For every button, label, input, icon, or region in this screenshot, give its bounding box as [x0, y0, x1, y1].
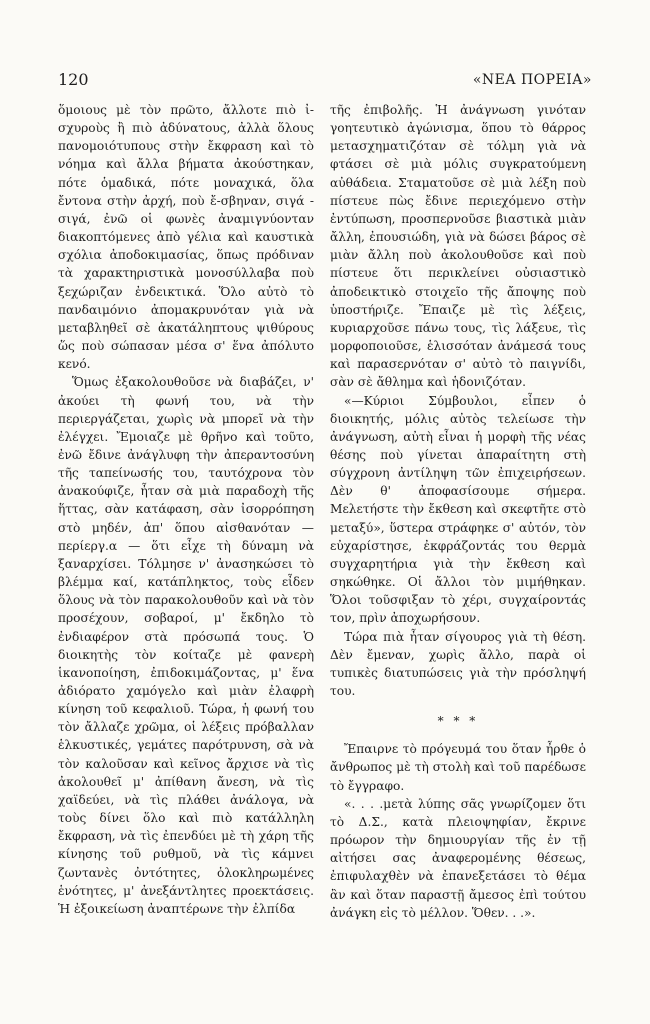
page-number: 120 — [58, 70, 89, 89]
running-head: «ΝΕΑ ΠΟΡΕΙΑ» — [472, 72, 592, 88]
paragraph: Ἔπαιρνε τὸ πρόγευμά του ὅταν ἦρθε ὁ ἄνθρωπος μὲ τὴ στολὴ καὶ τοῦ παρέδωσε τὸ ἔγγραφο. — [330, 742, 586, 793]
section-separator: * * * — [437, 714, 479, 729]
paragraph: ὅμοιους μὲ τὸν πρῶτο, ἄλλοτε πιὸ ἰ-σχυροὺς ἢ πιὸ ἀδύνατους, ἀλλὰ ὅλους πανομοιότυπους στὴν ἔκφραση καὶ τὸ νόημα καὶ ἄλλα βήματα ἀκούστηκαν, πότε ὁμαδικά, πότε μοναχικά, ὅλα ἔντονα στὴν ἀρχή, ποὺ ἔ-σβηναν, σιγά - σιγά, ἐνῶ οἱ φωνὲς ἀναμιγνύονταν διακοπτόμενες ἀπὸ γέλια καὶ καυστικὰ σχόλια ἀποδοκιμασίας, ὅπως πρόδιναν τὰ χαρακτηριστικὰ μονοσύλλαβα ποὺ ξεχώριζαν ἐνδεικτικά. Ὅλο αὐτὸ τὸ πανδαιμόνιο ἀπομακρυνόταν γιὰ νὰ μεταβληθεῖ σὲ ἀκατάληπτους ψιθύρους ὥς ποὺ σώπασαν μέσα σ' ἕνα ἀπόλυτο κενό. — [58, 103, 314, 372]
paragraph: «. . . .μετὰ λύπης σᾶς γνωρίζομεν ὅτι τὸ Δ.Σ., κατὰ πλειοψηφίαν, ἔκρινε πρόωρον τὴν δημιουργίαν τῆς ἐν τῇ αἰτήσει σας ἀναφερομένης θέσεως, ἐπιφυλαχθὲν νὰ ἐπανεξετάσει τὸ θέμα ἂν καὶ ὅταν παραστῇ ἄμεσος ἐπὶ τούτου ἀνάγκη εἰς τὸ μέλλον. Ὅθεν. . .». — [330, 796, 586, 920]
left-column — [58, 101, 314, 918]
page-header — [58, 70, 592, 94]
right-column — [330, 101, 586, 922]
paragraph: Ὅμως ἐξακολουθοῦσε νὰ διαβάζει, ν' ἀκούει τὴ φωνή του, νὰ τὴν περιεργάζεται, χωρὶς νὰ μπορεῖ νὰ τὴν ἐλέγχει. Ἔμοιαζε μὲ θρῆνο καὶ τοῦτο, ἐνῶ ἔδινε ἀνάγλυφη τὴν ἀπεραντοσύνη τῆς ταπείνωσής του, ταυτόχρονα τὸν ἀνακούφιζε, ἦταν σὰ μιὰ παραδοχὴ τῆς ἥττας, σὰν κατάφαση, σὰν ἰσορρόπηση στὸ μηδέν, ἀπ' ὅπου αἰσθανόταν — περίεργ.α — ὅτι εἶχε τὴ δύναμη νὰ ξαναρχίσει. Τόλμησε ν' ἀνασηκώσει τὸ βλέμμα καί, κατάπληκτος, τοὺς εἶδεν ὅλους νὰ τὸν παρακολουθοῦν καὶ νὰ τὸν προσέχουν, σοβαροί, μ' ἔκδηλο τὸ ἐνδιαφέρον στὰ πρόσωπά τους. Ὁ διοικητὴς τὸν κοίταζε μὲ φανερὴ ἱκανοποίηση, ἐπιδοκιμάζοντας, μ' ἕνα ἀδιόρατο χαμόγελο καὶ μιὰν ἐλαφρὴ κίνηση τοῦ κεφαλιοῦ. Τώρα, ἡ φωνή του τὸν ἄλλαζε χρῶμα, οἱ λέξεις πρόβαλλαν ἑλκυστικές, γεμάτες παρότρυνση, σὰ νὰ τὸν καλοῦσαν καὶ κεῖνος ἄρχισε νὰ τὶς ἀκολουθεῖ μ' ἀπίθανη ἄνεση, νὰ τὶς χαϊδεύει, νὰ τὶς πλάθει ἀνάλογα, νὰ τοὺς δίνει ὅλο καὶ πιὸ κατάλληλη ἔκφραση, νὰ τὶς ἐπενδύει μὲ τὴ χάρη τῆς κίνησης τοῦ ρυθμοῦ, νὰ τὶς κάμνει ζωντανὲς ὀντότητες, ὁλοκληρωμένες ἑνότητες, μ' ἀνεξάντλητες προεκτάσεις. Ἡ ἐξοικείωση ἀναπτέρωνε τὴν ἐλπίδα — [58, 375, 314, 916]
paragraph: τῆς ἐπιβολῆς. Ἡ ἀνάγνωση γινόταν γοητευτικὸ ἀγώνισμα, ὅπου τὸ θάρρος μετασχηματιζόταν σὲ τόλμη γιὰ νὰ φτάσει σὲ μιὰ μόλις συγκρατούμενη αὐθάδεια. Σταματοῦσε σὲ μιὰ λέξη ποὺ πίστευε πὼς ἔδινε περιεχόμενο στὴν ἐντύπωση, προσπερνοῦσε βιαστικὰ μιὰν ἄλλη, ἐπουσιώδη, γιὰ νὰ δώσει βάρος σὲ μιὰν ἄλλη ποὺ ἀκολουθοῦσε καὶ ποὺ πίστευε ὅτι περικλείνει οὐσιαστικὸ ἀποδεικτικὸ στοιχεῖο τῆς ἄποψης ποὺ ὑποστήριζε. Ἔπαιζε μὲ τὶς λέξεις, κυριαρχοῦσε πάνω τους, τὶς λάξευε, τὶς μορφοποιοῦσε, ἑλισσόταν ἀνάμεσά τους καὶ παρασερνόταν σ' αὐτὸ τὸ παιγνίδι, σὰν σὲ ἄθλημα καὶ ἡδονιζόταν. — [330, 103, 586, 390]
paragraph: Τώρα πιὰ ἦταν σίγουρος γιὰ τὴ θέση. Δὲν ἔμεναν, χωρὶς ἄλλο, παρὰ οἱ τυπικὲς διατυπώσεις γιὰ τὴν πρόσληψή του. — [330, 629, 586, 698]
paragraph: «—Κύριοι Σύμβουλοι, εἶπεν ὁ διοικητής, μόλις αὐτὸς τελείωσε τὴν ἀνάγνωση, αὐτὴ εἶναι ἡ μορφὴ τῆς νέας θέσης ποὺ γίνεται ἀπαραίτητη στὴ σύγχρονη ἀντίληψη τῶν ἐπιχειρήσεων. Δὲν θ' ἀποφασίσουμε σήμερα. Μελετήστε τὴν ἔκθεση καὶ σκεφτῆτε στὸ μεταξύ», ὕστερα στράφηκε σ' αὐτόν, τὸν εὐχαρίστησε, ἐκφράζοντάς του θερμὰ συγχαρητήρια γιὰ τὴν ἔκθεση καὶ σηκώθηκε. Οἱ ἄλλοι τὸν μιμήθηκαν. Ὅλοι τοῦσφιξαν τὸ χέρι, συγχαίροντάς τον, πρὶν ἀποχωρήσουν. — [330, 393, 586, 626]
